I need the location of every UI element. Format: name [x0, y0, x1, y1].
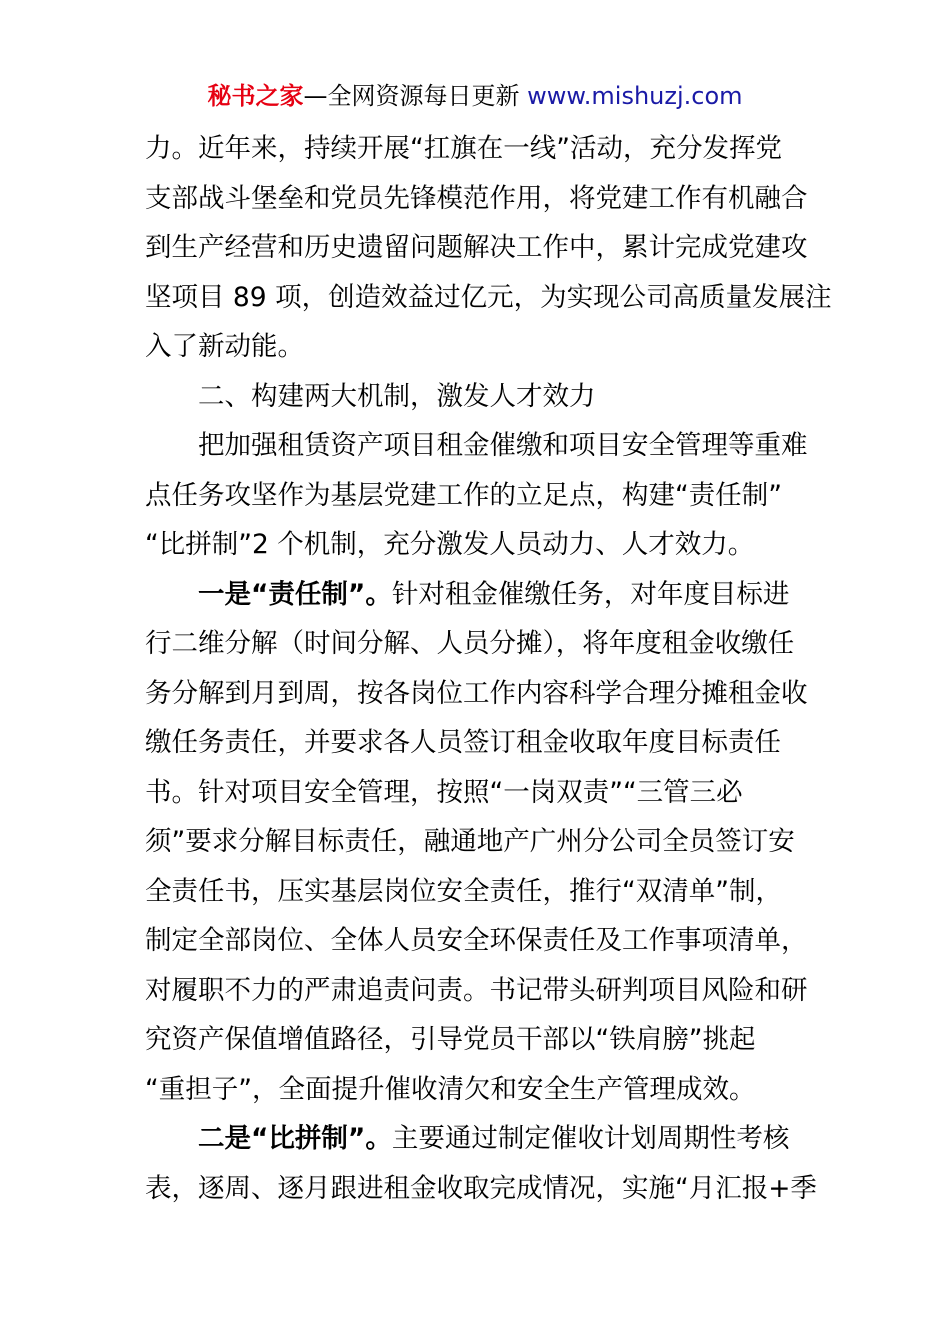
text-run: 主要通过制定催收计划周期性考核 [391, 1123, 790, 1154]
text-line: 全责任书，压实基层岗位安全责任，推行“双清单”制， [145, 875, 782, 907]
site-header [0, 78, 950, 114]
text-line: 表，逐周、逐月跟进租金收取完成情况，实施“月汇报+季 [145, 1172, 817, 1204]
text-line: 点任务攻坚作为基层党建工作的立足点，构建“责任制” [145, 479, 782, 511]
text-line [145, 570, 807, 620]
text-line: 须”要求分解目标责任，融通地产广州分公司全员签订安 [145, 826, 795, 857]
section-heading: 二、构建两大机制，激发人才效力 [198, 380, 596, 412]
text-line: 书。针对项目安全管理，按照“一岗双责”“三管三必 [145, 776, 743, 808]
text-line: 力。近年来，持续开展“扛旗在一线”活动，充分发挥党 [145, 133, 782, 164]
text-line: 制定全部岗位、全体人员安全环保责任及工作事项清单， [145, 925, 808, 956]
site-brand: 秘书之家 [207, 82, 304, 110]
text-line: 对履职不力的严肃追责问责。书记带头研判项目风险和研 [145, 974, 808, 1006]
lead-phrase: 一是“责任制”。 [198, 578, 392, 610]
text-line: “比拼制”2 个机制，充分激发人员动力、人才效力。 [145, 529, 755, 560]
text-line: 到生产经营和历史遗留问题解决工作中，累计完成党建攻 [145, 232, 808, 263]
text-line: 缴任务责任，并要求各人员签订租金收取年度目标责任 [145, 727, 781, 758]
text-line: 把加强租赁资产项目租金催缴和项目安全管理等重难 [198, 430, 808, 461]
text-line: 务分解到月到周，按各岗位工作内容科学合理分摊租金收 [145, 677, 808, 709]
text-line: 支部战斗堡垒和党员先锋模范作用，将党建工作有机融合 [145, 182, 808, 214]
text-line: 行二维分解（时间分解、人员分摊），将年度租金收缴任 [145, 628, 795, 659]
text-run: 针对租金催缴任务，对年度目标进 [391, 578, 790, 610]
text-line: 坚项目 89 项，创造效益过亿元，为实现公司高质量发展注 [145, 281, 832, 313]
text-line: “重担子”，全面提升催收清欠和安全生产管理成效。 [145, 1073, 756, 1105]
document-body [145, 124, 832, 1213]
text-line [145, 1114, 807, 1164]
text-line: 究资产保值增值路径，引导党员干部以“铁肩膀”挑起 [145, 1024, 756, 1055]
text-line: 入了新动能。 [145, 331, 304, 362]
site-url[interactable]: www.mishuzj.com [527, 82, 743, 110]
site-tagline: —全网资源每日更新 [303, 82, 528, 110]
lead-phrase: 二是“比拼制”。 [198, 1123, 392, 1154]
